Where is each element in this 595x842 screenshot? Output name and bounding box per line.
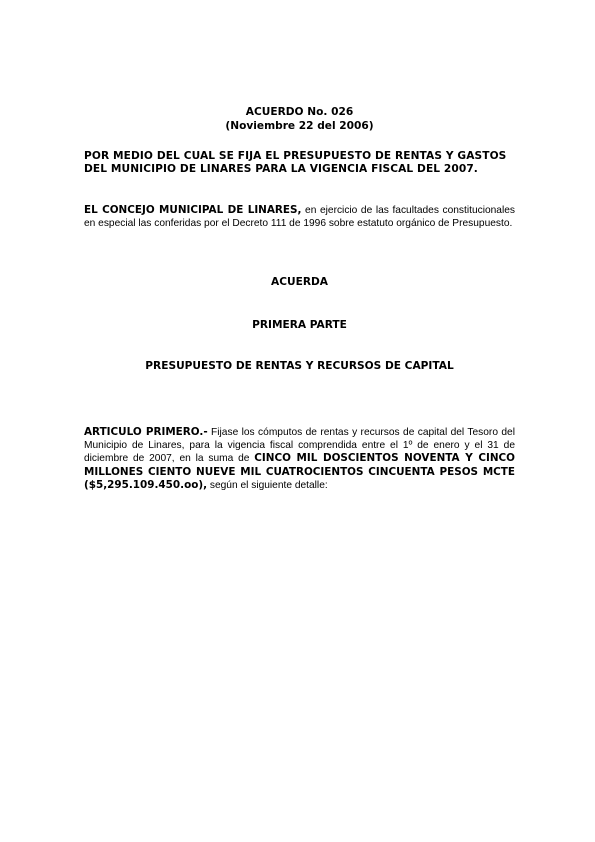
preamble-paragraph — [84, 204, 515, 230]
preamble-subject: EL CONCEJO MUNICIPAL DE LINARES, — [84, 204, 302, 216]
article-label: ARTICULO PRIMERO.- — [84, 426, 208, 438]
section-heading: PRESUPUESTO DE RENTAS Y RECURSOS DE CAPITAL — [145, 360, 454, 372]
article-paragraph — [84, 426, 515, 493]
acuerdo-date: (Noviembre 22 del 2006) — [225, 120, 374, 132]
acuerdo-number: ACUERDO No. 026 — [245, 106, 354, 118]
article-amount: CINCO MIL DOSCIENTOS NOVENTA Y CINCO MILLONES CIENTO NUEVE MIL CUATROCIENTOS CINCUENTA PESOS MCTE ($5,295.109.450.oo), — [84, 452, 515, 491]
acuerda-heading: ACUERDA — [271, 276, 328, 288]
part-heading: PRIMERA PARTE — [252, 319, 347, 331]
document-header — [84, 105, 515, 133]
document-title: POR MEDIO DEL CUAL SE FIJA EL PRESUPUESTO DE RENTAS Y GASTOS DEL MUNICIPIO DE LINARES PARA LA VIGENCIA FISCAL DEL 2007. — [84, 150, 507, 175]
article-text: Fijase los cómputos de rentas y recursos de capital del Tesoro del Municipio de Linares, para la vigencia fiscal comprendida entre el 1º de enero y el 31 de diciembre de 2007, en la suma de — [84, 427, 515, 464]
preamble-text: en ejercicio de las facultades constitucionales en especial las conferidas por el Decreto 111 de 1996 sobre estatuto orgánico de Presupuesto. — [84, 205, 515, 229]
article-text-end: según el siguiente detalle: — [207, 480, 328, 491]
